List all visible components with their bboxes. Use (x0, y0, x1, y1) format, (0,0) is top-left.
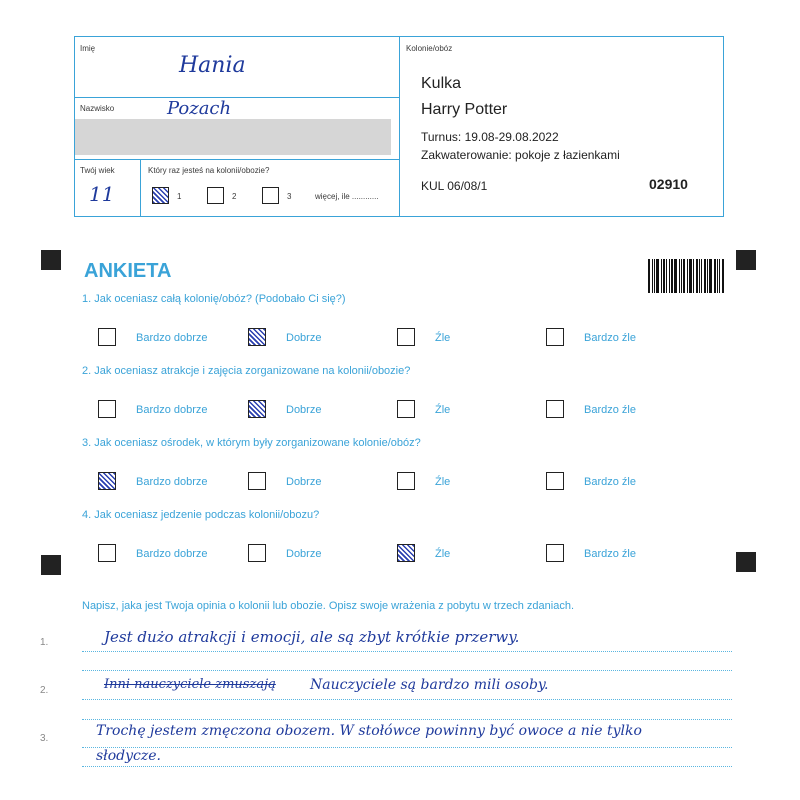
barcode-bar (648, 259, 650, 293)
barcode-bar (699, 259, 700, 293)
opinion-line-2-struck: Inni nauczyciele zmuszają (104, 677, 276, 692)
age-value[interactable]: 11 (89, 182, 115, 206)
barcode-bar (707, 259, 708, 293)
barcode-bar (719, 259, 720, 293)
question-4-option-4-label: Bardzo źle (584, 548, 636, 560)
barcode-bar (661, 259, 662, 293)
writing-line-2 (82, 699, 732, 700)
opinion-line-1[interactable]: Jest dużo atrakcji i emocji, ale są zbyt krótkie przerwy. (104, 628, 520, 646)
writing-line-3b (82, 766, 732, 767)
camp-number: 02910 (649, 176, 688, 192)
line-number-1: 1. (40, 637, 49, 648)
barcode-bar (671, 259, 673, 293)
barcode-bar (652, 259, 653, 293)
question-3-checkbox-1[interactable] (98, 472, 116, 490)
times-box (140, 159, 400, 217)
question-2-checkbox-1[interactable] (98, 400, 116, 418)
question-4-text: 4. Jak oceniasz jedzenie podczas kolonii/obozu? (82, 509, 320, 521)
last-name-box (74, 97, 400, 160)
registration-mark-top-left (41, 250, 61, 270)
question-1-checkbox-4[interactable] (546, 328, 564, 346)
writing-line-1b (82, 670, 732, 671)
barcode-bar (722, 259, 724, 293)
barcode-bar (679, 259, 680, 293)
camp-theme: Harry Potter (421, 101, 508, 118)
question-2-option-4-label: Bardzo źle (584, 404, 636, 416)
question-4-checkbox-1[interactable] (98, 544, 116, 562)
opinion-line-3-continuation[interactable]: słodycze. (96, 748, 161, 764)
age-label: Twój wiek (80, 166, 115, 175)
times-checkbox-3[interactable] (262, 187, 279, 204)
question-4-checkbox-2[interactable] (248, 544, 266, 562)
survey-title: ANKIETA (84, 260, 172, 282)
question-1-text: 1. Jak oceniasz całą kolonię/obóz? (Podobało Ci się?) (82, 293, 346, 305)
turn-text: Turnus: 19.08-29.08.2022 (421, 130, 559, 144)
camp-code: KUL 06/08/1 (421, 179, 488, 193)
question-4-option-3-label: Źle (435, 548, 451, 560)
question-1-checkbox-2[interactable] (248, 328, 266, 346)
writing-line-3 (82, 747, 732, 748)
question-3-option-4-label: Bardzo źle (584, 476, 636, 488)
barcode-bar (687, 259, 688, 293)
question-2-option-3-label: Źle (435, 404, 451, 416)
barcode-bar (709, 259, 712, 293)
barcode-bar (666, 259, 667, 293)
question-3-option-3-label: Źle (435, 476, 451, 488)
opinion-prompt: Napisz, jaka jest Twoja opinia o kolonii lub obozie. Opisz swoje wrażenia z pobytu w trzech zdaniach. (82, 600, 574, 612)
barcode-bar (689, 259, 692, 293)
barcode-bar (656, 259, 659, 293)
times-checkbox-1[interactable] (152, 187, 169, 204)
barcode-bar (663, 259, 665, 293)
camp-label: Kolonie/obóz (406, 44, 453, 53)
question-1-checkbox-1[interactable] (98, 328, 116, 346)
line-number-3: 3. (40, 733, 49, 744)
times-option-2-label: 2 (232, 192, 237, 201)
barcode-bar (717, 259, 718, 293)
question-3-option-2-label: Dobrze (286, 476, 322, 488)
barcode (648, 259, 725, 293)
first-name-box (74, 36, 400, 98)
barcode-bar (704, 259, 706, 293)
last-name-label: Nazwisko (80, 104, 115, 113)
question-2-checkbox-4[interactable] (546, 400, 564, 418)
barcode-bar (669, 259, 670, 293)
question-2-option-2-label: Dobrze (286, 404, 322, 416)
question-3-checkbox-2[interactable] (248, 472, 266, 490)
barcode-bar (693, 259, 694, 293)
times-label: Który raz jesteś na kolonii/obozie? (148, 166, 270, 175)
question-1-option-3-label: Źle (435, 332, 451, 344)
question-1-option-1-label: Bardzo dobrze (136, 332, 208, 344)
times-more-label: więcej, ile ............ (315, 192, 379, 201)
age-box (74, 159, 141, 217)
writing-line-2b (82, 719, 732, 720)
question-4-checkbox-4[interactable] (546, 544, 564, 562)
registration-mark-bottom-left (41, 555, 61, 575)
barcode-bar (681, 259, 682, 293)
question-4-option-1-label: Bardzo dobrze (136, 548, 208, 560)
accommodation-text: Zakwaterowanie: pokoje z łazienkami (421, 148, 620, 162)
barcode-bar (683, 259, 685, 293)
first-name-label: Imię (80, 44, 96, 53)
times-option-3-label: 3 (287, 192, 292, 201)
opinion-line-2[interactable]: Nauczyciele są bardzo mili osoby. (310, 677, 549, 693)
registration-mark-top-right (736, 250, 756, 270)
question-4-option-2-label: Dobrze (286, 548, 322, 560)
barcode-bar (714, 259, 716, 293)
camp-name: Kulka (421, 75, 462, 92)
question-2-checkbox-2[interactable] (248, 400, 266, 418)
barcode-bar (701, 259, 702, 293)
camp-box (399, 36, 724, 217)
writing-line-1 (82, 651, 732, 652)
question-3-checkbox-3[interactable] (397, 472, 415, 490)
registration-mark-bottom-right (736, 552, 756, 572)
question-1-option-4-label: Bardzo źle (584, 332, 636, 344)
question-2-text: 2. Jak oceniasz atrakcje i zajęcia zorganizowane na kolonii/obozie? (82, 365, 411, 377)
redaction-bar (75, 119, 391, 155)
opinion-line-3[interactable]: Trochę jestem zmęczona obozem. W stołówce powinny być owoce a nie tylko (96, 723, 642, 739)
question-2-option-1-label: Bardzo dobrze (136, 404, 208, 416)
question-2-checkbox-3[interactable] (397, 400, 415, 418)
question-3-option-1-label: Bardzo dobrze (136, 476, 208, 488)
question-3-text: 3. Jak oceniasz ośrodek, w którym były zorganizowane kolonie/obóz? (82, 437, 421, 449)
last-name-value[interactable]: Pozach (167, 98, 232, 119)
first-name-value[interactable]: Hania (179, 53, 246, 78)
line-number-2: 2. (40, 685, 49, 696)
question-4-checkbox-3[interactable] (397, 544, 415, 562)
question-1-option-2-label: Dobrze (286, 332, 322, 344)
times-checkbox-2[interactable] (207, 187, 224, 204)
barcode-bar (696, 259, 698, 293)
barcode-bar (654, 259, 655, 293)
times-option-1-label: 1 (177, 192, 182, 201)
question-3-checkbox-4[interactable] (546, 472, 564, 490)
question-1-checkbox-3[interactable] (397, 328, 415, 346)
barcode-bar (674, 259, 677, 293)
